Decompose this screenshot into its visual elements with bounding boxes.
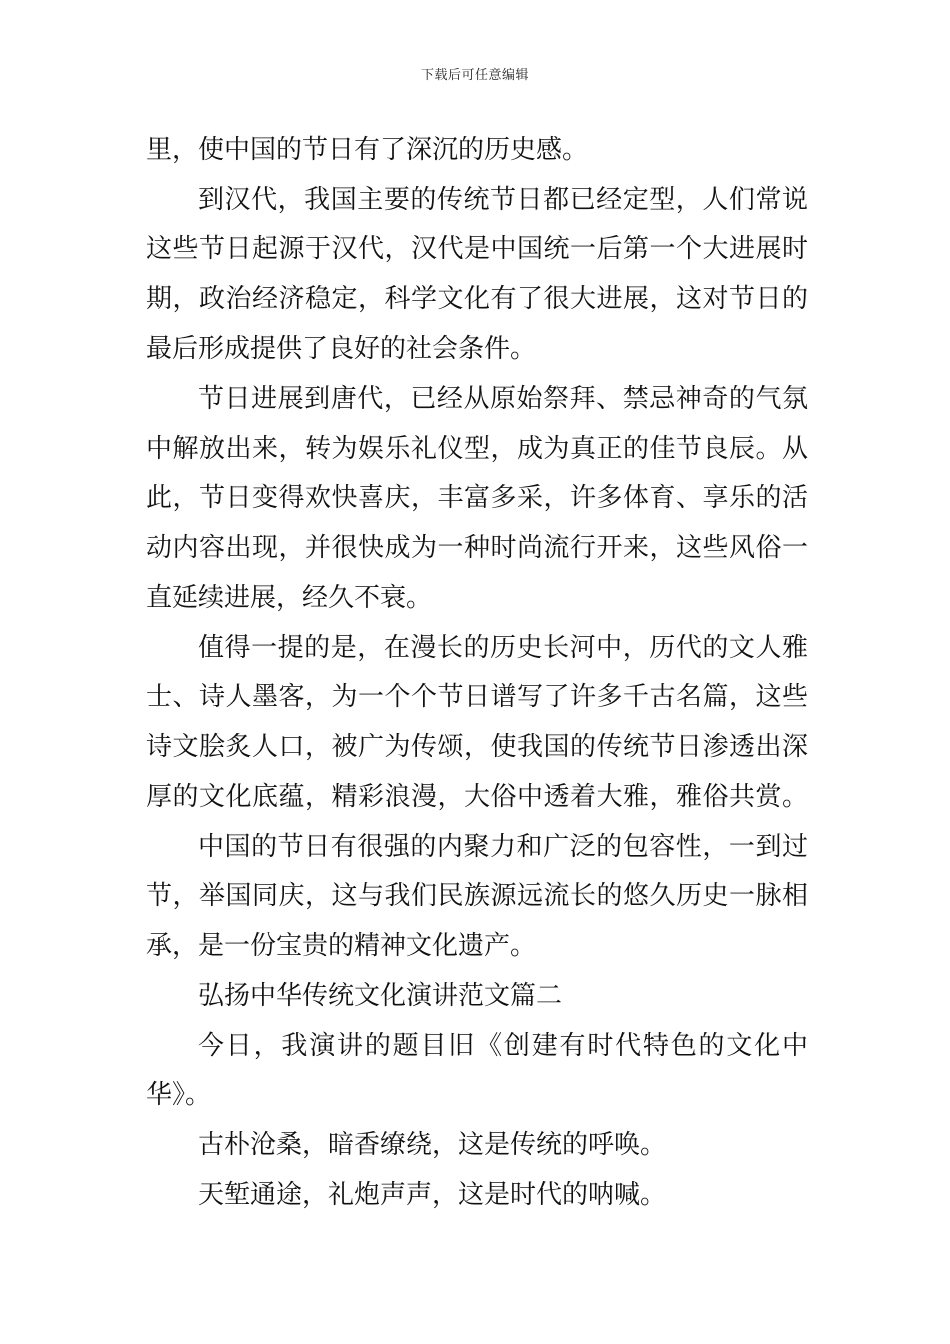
text-line: 这些节日起源于汉代，汉代是中国统一后第一个大进展时 — [146, 234, 808, 264]
paragraph-first-line: 古朴沧桑，暗香缭绕，这是传统的呼唤。 — [198, 1130, 667, 1160]
page-header-note: 下载后可任意编辑 — [420, 68, 529, 83]
paragraph-first-line: 中国的节日有很强的内聚力和广泛的包容性，一到过 — [198, 832, 808, 862]
text-line: 直延续进展，经久不衰。 — [146, 583, 433, 613]
text-line: 厚的文化底蕴，精彩浪漫，大俗中透着大雅，雅俗共赏。 — [146, 782, 808, 812]
paragraph-first-line: 今日，我演讲的题目旧《创建有时代特色的文化中 — [198, 1031, 808, 1061]
text-line: 最后形成提供了良好的社会条件。 — [146, 334, 537, 364]
text-line: 中解放出来，转为娱乐礼仪型，成为真正的佳节良辰。从 — [146, 434, 808, 464]
text-line: 节，举国同庆，这与我们民族源远流长的悠久历史一脉相 — [146, 881, 808, 911]
paragraph-first-line: 天堑通途，礼炮声声，这是时代的呐喊。 — [198, 1180, 667, 1210]
text-line: 期，政治经济稳定，科学文化有了很大进展，这对节日的 — [146, 284, 808, 314]
text-line: 承，是一份宝贵的精神文化遗产。 — [146, 931, 537, 961]
paragraph-first-line: 到汉代，我国主要的传统节日都已经定型，人们常说 — [198, 185, 808, 215]
text-line: 此，节日变得欢快喜庆，丰富多采，许多体育、享乐的活 — [146, 483, 808, 513]
text-line: 士、诗人墨客，为一个个节日谱写了许多千古名篇，这些 — [146, 682, 808, 712]
paragraph-first-line: 节日进展到唐代，已经从原始祭拜、禁忌神奇的气氛 — [198, 384, 808, 414]
paragraph-first-line: 值得一提的是，在漫长的历史长河中，历代的文人雅 — [198, 633, 808, 663]
text-line: 里，使中国的节日有了深沉的历史感。 — [146, 135, 589, 165]
text-line: 动内容出现，并很快成为一种时尚流行开来，这些风俗一 — [146, 533, 808, 563]
text-line: 华》。 — [146, 1080, 212, 1110]
section-heading: 弘扬中华传统文化演讲范文篇二 — [198, 981, 563, 1011]
text-line: 诗文脍炙人口，被广为传颂，使我国的传统节日渗透出深 — [146, 732, 808, 762]
